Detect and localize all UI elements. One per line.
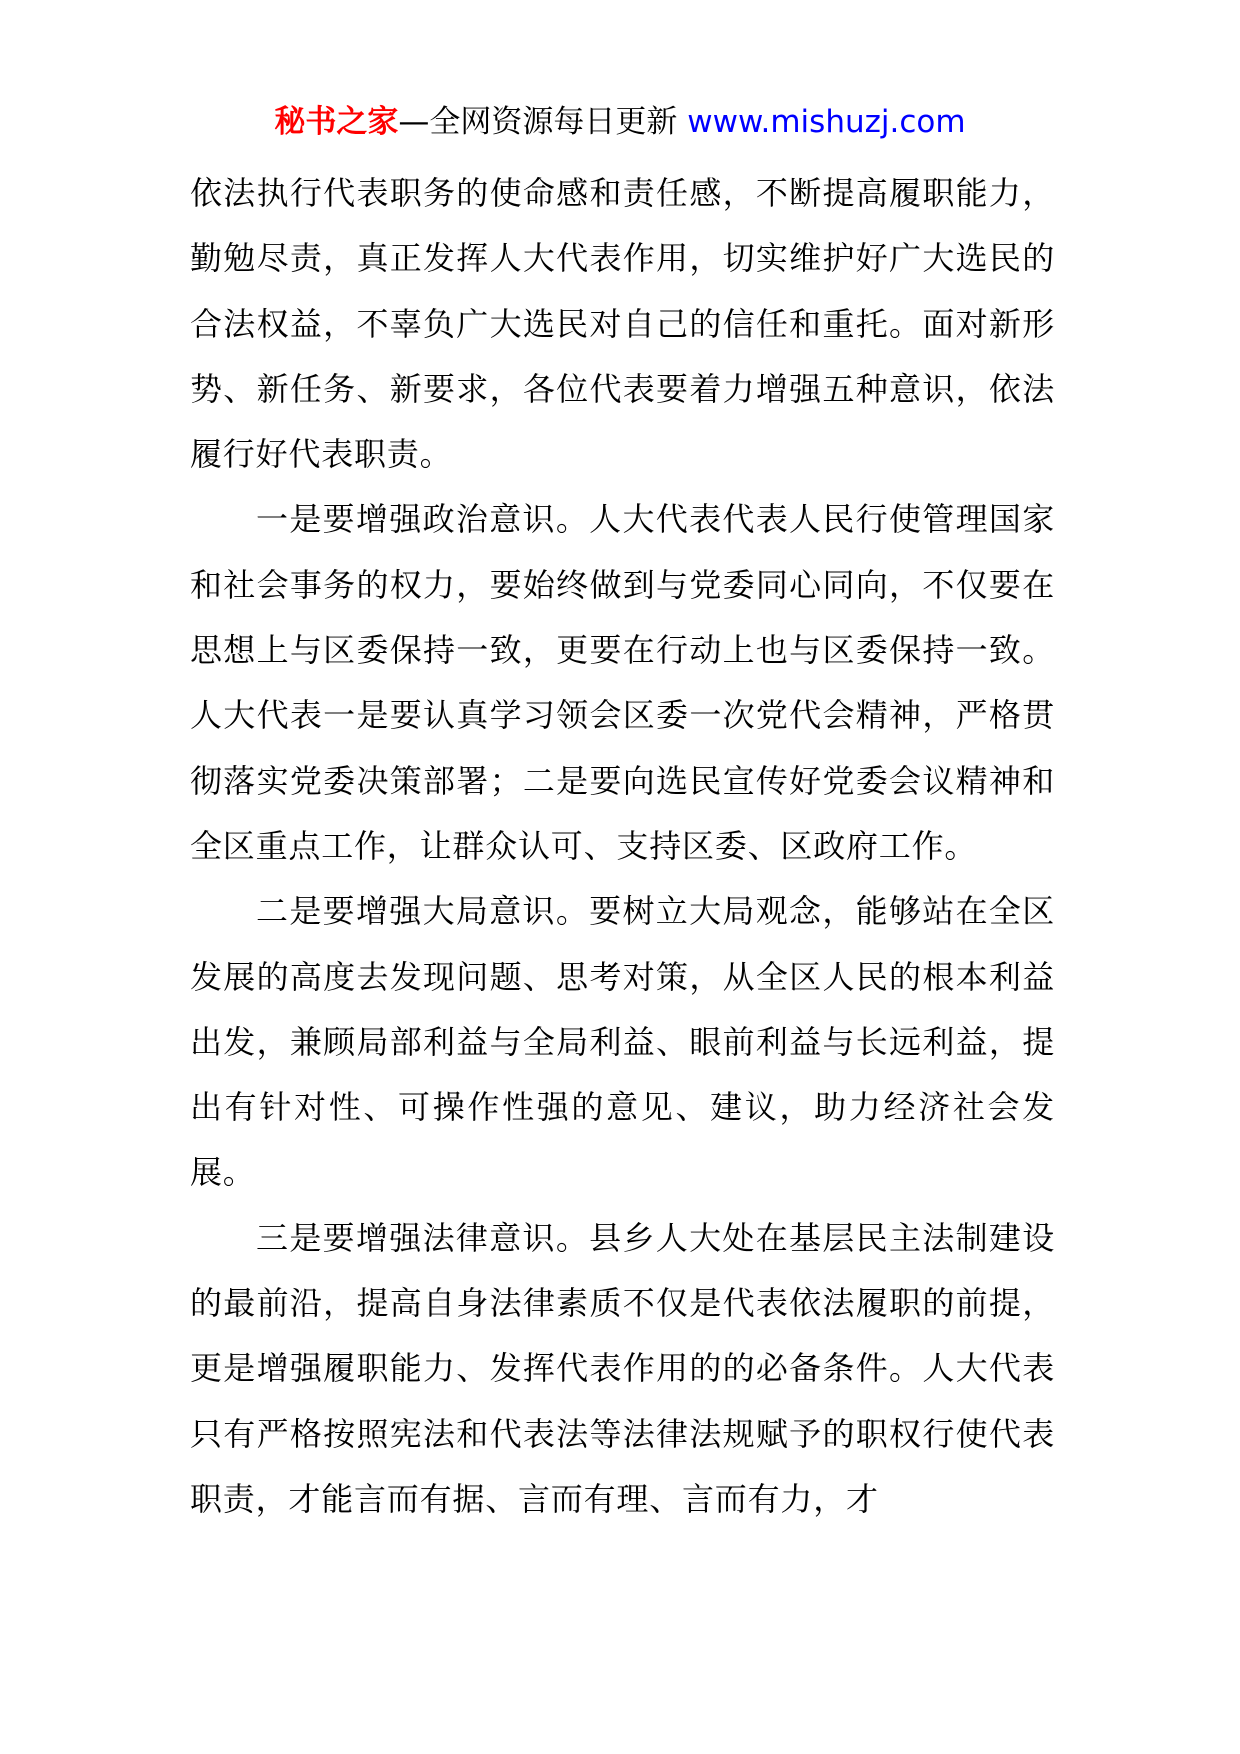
paragraph-political-awareness: 一是要增强政治意识。人大代表代表人民行使管理国家和社会事务的权力，要始终做到与党委同心同向，不仅要在思想上与区委保持一致，更要在行动上也与区委保持一致。人大代表一是要认真学习领会区委一次党代会精神，严格贯彻落实党委决策部署；二是要向选民宣传好党委会议精神和全区重点工作，让群众认可、支持区委、区政府工作。 — [190, 500, 1055, 865]
brand-name: 秘书之家 — [274, 104, 399, 140]
paragraph-continuation: 依法执行代表职务的使命感和责任感，不断提高履职能力，勤勉尽责，真正发挥人大代表作用，切实维护好广大选民的合法权益，不辜负广大选民对自己的信任和重托。面对新形势、新任务、新要求，各位代表要着力增强五种意识，依法履行好代表职责。 — [190, 174, 1055, 474]
document-body — [190, 161, 1055, 1532]
header-tagline: —全网资源每日更新 — [398, 104, 688, 140]
site-header — [0, 100, 1240, 144]
paragraph-overall-awareness: 二是要增强大局意识。要树立大局观念，能够站在全区发展的高度去发现问题、思考对策，从全区人民的根本利益出发，兼顾局部利益与全局利益、眼前利益与长远利益，提出有针对性、可操作性强的意见、建议，助力经济社会发展。 — [190, 892, 1055, 1192]
site-url[interactable]: www.mishuzj.com — [687, 104, 966, 140]
paragraph-legal-awareness: 三是要增强法律意识。县乡人大处在基层民主法制建设的最前沿，提高自身法律素质不仅是代表依法履职的前提，更是增强履职能力、发挥代表作用的的必备条件。人大代表只有严格按照宪法和代表法等法律法规赋予的职权行使代表职责，才能言而有据、言而有理、言而有力，才 — [190, 1218, 1055, 1518]
